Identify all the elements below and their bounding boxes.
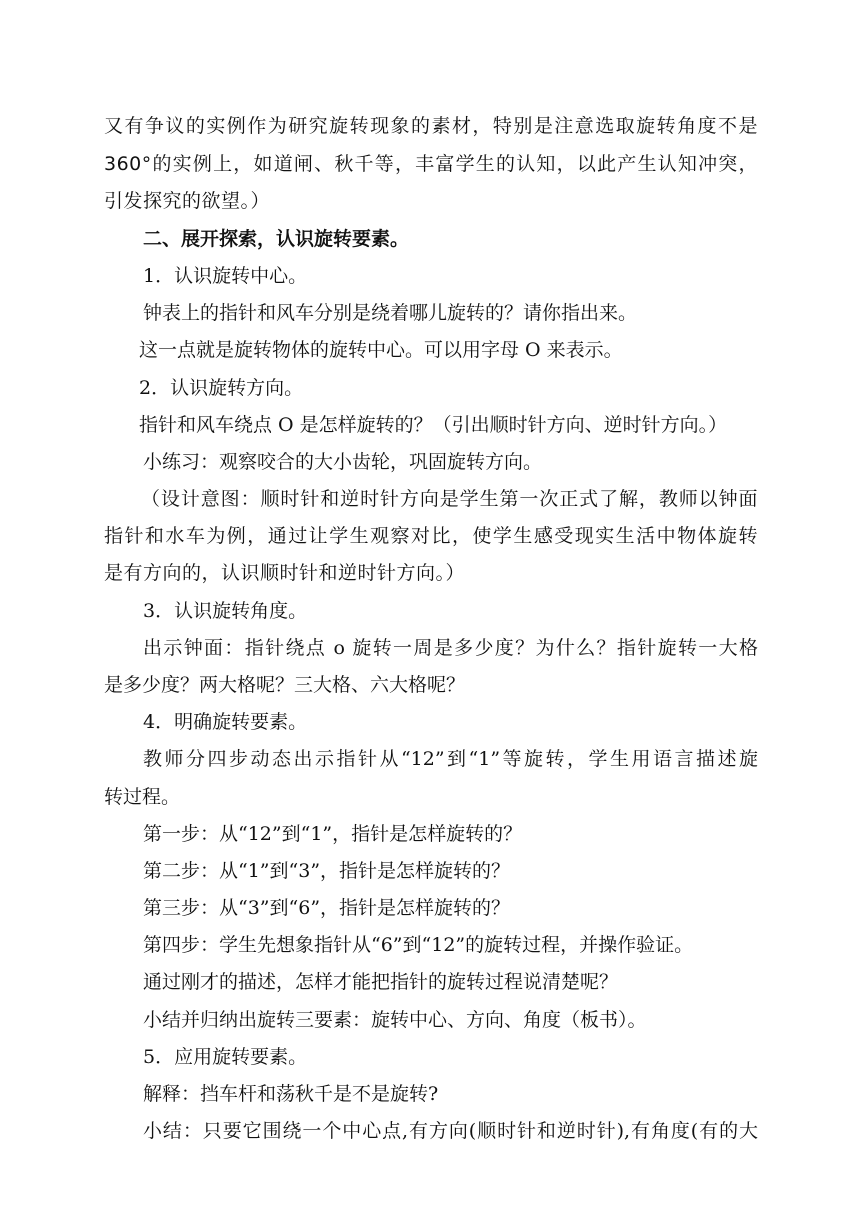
subheading-4: 4．明确旋转要素。 [143, 711, 308, 733]
paragraph-line-6: 钟表上的指针和风车分别是绕着哪儿旋转的？请你指出来。 [143, 302, 638, 324]
subheading-2: 2．认识旋转方向。 [139, 377, 304, 399]
step-2: 第二步：从“1”到“3”，指针是怎样旋转的？ [143, 860, 511, 882]
paragraph-line-3: 引发探究的欲望。） [104, 190, 271, 212]
paragraph-line-28: 小结：只要它围绕一个中心点,有方向(顺时针和逆时针),有角度(有的大 [143, 1120, 758, 1142]
design-intent-line-2: 指针和水车为例，通过让学生观察对比，使学生感受现实生活中物体旋转 [104, 525, 758, 547]
section-heading: 二、展开探索，认识旋转要素。 [143, 228, 410, 250]
design-intent-line-1: （设计意图：顺时针和逆时针方向是学生第一次正式了解，教师以钟面 [141, 488, 758, 510]
paragraph-line-9: 指针和风车绕点 O 是怎样旋转的？（引出顺时针方向、逆时针方向。） [139, 414, 728, 436]
step-3: 第三步：从“3”到“6”，指针是怎样旋转的？ [143, 897, 511, 919]
paragraph-line-19: 转过程。 [104, 786, 181, 808]
paragraph-line-10: 小练习：观察咬合的大小齿轮，巩固旋转方向。 [143, 451, 543, 473]
subheading-1: 1．认识旋转中心。 [143, 265, 308, 287]
design-intent-line-3: 是有方向的，认识顺时针和逆时针方向。） [104, 562, 466, 584]
paragraph-line-27: 解释：挡车杆和荡秋千是不是旋转? [143, 1083, 439, 1105]
paragraph-line-16: 是多少度？两大格呢？三大格、六大格呢？ [104, 674, 466, 696]
paragraph-line-15: 出示钟面：指针绕点 o 旋转一周是多少度？为什么？指针旋转一大格 [143, 637, 758, 659]
paragraph-line-2: 360°的实例上，如道闸、秋千等，丰富学生的认知，以此产生认知冲突， [104, 153, 758, 175]
subheading-3: 3．认识旋转角度。 [143, 600, 308, 622]
paragraph-line-24: 通过刚才的描述，怎样才能把指针的旋转过程说清楚呢？ [143, 971, 619, 993]
paragraph-line-25: 小结并归纳出旋转三要素：旋转中心、方向、角度（板书）。 [143, 1009, 647, 1031]
step-1: 第一步：从“12”到“1”，指针是怎样旋转的？ [143, 823, 523, 845]
subheading-5: 5．应用旋转要素。 [143, 1046, 308, 1068]
paragraph-line-7: 这一点就是旋转物体的旋转中心。可以用字母 O 来表示。 [139, 339, 623, 361]
paragraph-line-18: 教师分四步动态出示指针从“12”到“1”等旋转，学生用语言描述旋 [143, 748, 758, 770]
step-4: 第四步：学生先想象指针从“6”到“12”的旋转过程，并操作验证。 [143, 934, 694, 956]
paragraph-line-1: 又有争议的实例作为研究旋转现象的素材，特别是注意选取旋转角度不是 [104, 115, 758, 137]
